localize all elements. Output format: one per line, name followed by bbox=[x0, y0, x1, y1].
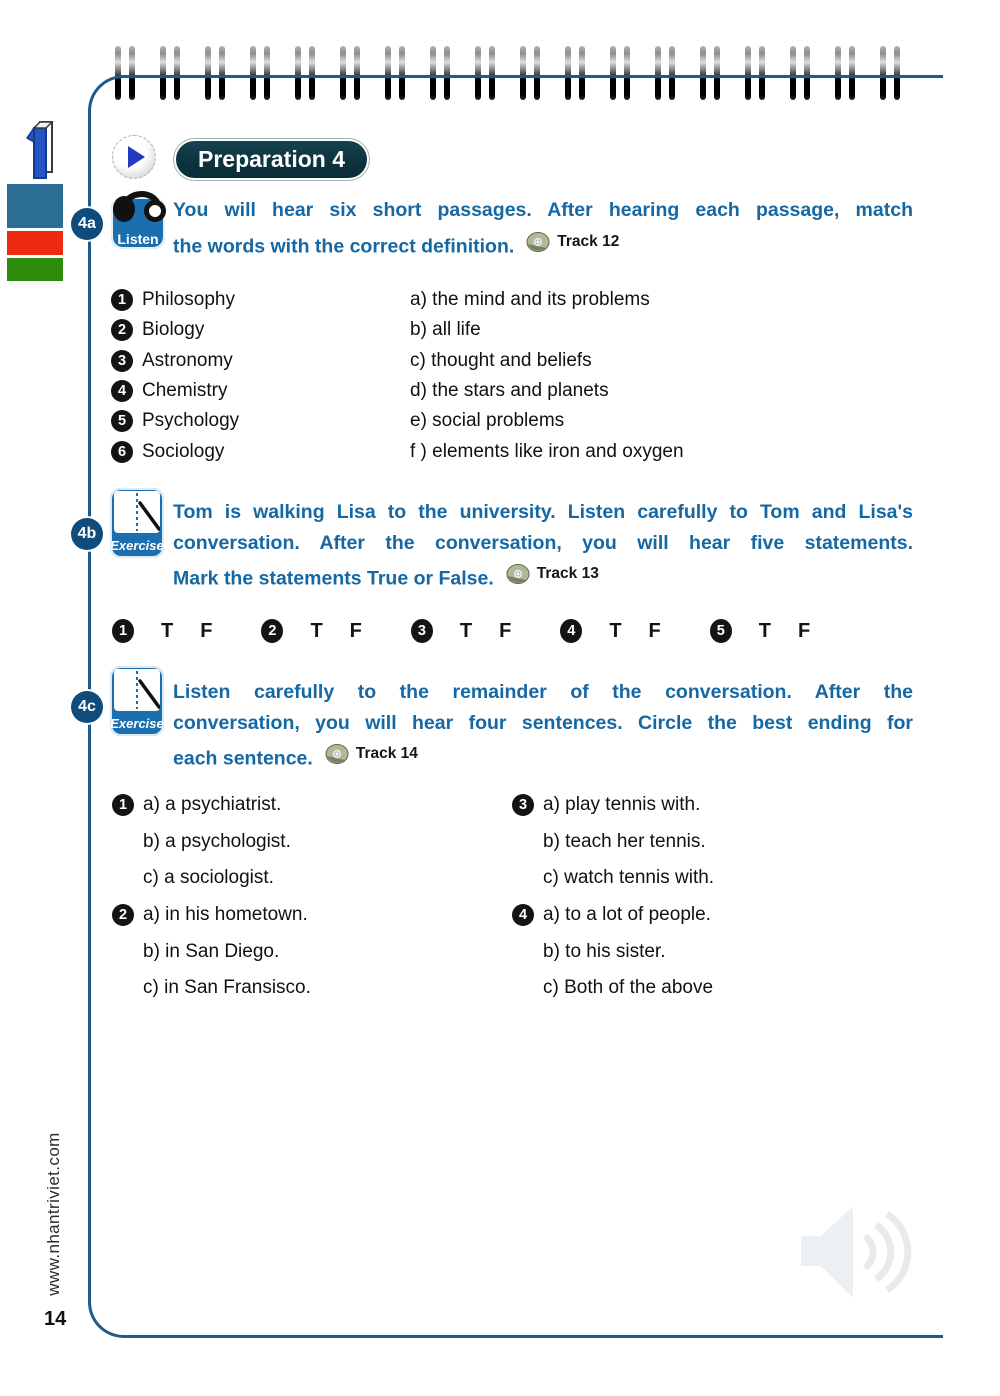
choice-text: b) to his sister. bbox=[543, 940, 666, 962]
instruction-4b bbox=[173, 497, 913, 594]
item-number-badge: 4 bbox=[560, 619, 582, 643]
number-1-icon bbox=[24, 118, 64, 184]
section-badge-4b: 4b bbox=[71, 518, 103, 550]
item-number-badge: 5 bbox=[111, 410, 133, 432]
false-option: F bbox=[499, 619, 512, 642]
track-14-chip bbox=[325, 739, 418, 770]
item-number-badge: 1 bbox=[112, 619, 134, 643]
choice-text: a) play tennis with. bbox=[543, 794, 701, 816]
badge-spacer bbox=[112, 977, 134, 999]
pencil-notebook-icon bbox=[114, 491, 160, 533]
item-number-badge: 2 bbox=[261, 619, 283, 643]
choice-text: a) to a lot of people. bbox=[543, 904, 711, 926]
true-option: T bbox=[310, 619, 323, 642]
match-row bbox=[111, 436, 831, 466]
pencil-notebook-icon bbox=[114, 669, 160, 711]
instruction-4a-line2 bbox=[173, 226, 913, 262]
choice-text: b) teach her tennis. bbox=[543, 830, 706, 852]
track-13-chip bbox=[506, 559, 599, 590]
choice-row bbox=[112, 970, 512, 1007]
instruction-4b-line3 bbox=[173, 558, 913, 594]
unit-number-graphic bbox=[24, 118, 64, 189]
section-badge-4a: 4a bbox=[71, 208, 103, 240]
item-number-badge: 2 bbox=[112, 904, 134, 926]
badge-spacer bbox=[512, 867, 534, 889]
item-number-badge: 6 bbox=[111, 441, 133, 463]
false-option: F bbox=[349, 619, 362, 642]
instruction-4a bbox=[173, 195, 913, 261]
match-row bbox=[111, 285, 831, 315]
item-number-badge: 1 bbox=[111, 289, 133, 311]
track-12-label: Track 12 bbox=[557, 232, 620, 250]
match-row bbox=[111, 376, 831, 406]
exercise-icon bbox=[110, 666, 164, 736]
item-number-badge: 2 bbox=[111, 319, 133, 341]
true-option: T bbox=[459, 619, 473, 642]
instruction-4b-line3-text: Mark the statements True or False. bbox=[173, 567, 494, 590]
match-term: Biology bbox=[142, 319, 205, 341]
match-row bbox=[111, 315, 831, 345]
choice-text: a) in his hometown. bbox=[143, 904, 308, 926]
speaker-watermark-icon bbox=[795, 1198, 915, 1311]
choice-text: b) in San Diego. bbox=[143, 940, 280, 962]
match-term: Psychology bbox=[142, 410, 240, 432]
match-definition: f ) elements like iron and oxygen bbox=[410, 440, 684, 462]
exercise-icon-label: Exercise bbox=[110, 538, 164, 553]
choice-row bbox=[112, 860, 512, 897]
instruction-4b-line1: Tom is walking Lisa to the university. Listen carefully to Tom and Lisa's bbox=[173, 501, 913, 523]
listen-icon-label: Listen bbox=[117, 231, 159, 247]
match-term: Astronomy bbox=[142, 349, 233, 371]
instruction-4a-line2-text: the words with the correct definition. bbox=[173, 234, 515, 257]
false-option: F bbox=[648, 619, 661, 642]
cd-icon bbox=[325, 743, 351, 765]
instruction-4a-line1: You will hear six short passages. After hearing each passage, match bbox=[173, 199, 913, 221]
page-title: Preparation 4 bbox=[176, 141, 367, 178]
choices-left-column bbox=[112, 787, 512, 1007]
badge-spacer bbox=[512, 941, 534, 963]
item-number-badge: 3 bbox=[411, 619, 433, 643]
instruction-4c-line3 bbox=[173, 738, 913, 774]
badge-spacer bbox=[512, 977, 534, 999]
play-button-icon bbox=[112, 135, 156, 179]
match-term: Sociology bbox=[142, 440, 225, 462]
instruction-4b-line2: conversation. After the conversation, you will hear five statements. bbox=[173, 531, 913, 554]
item-number-badge: 4 bbox=[512, 904, 534, 926]
match-term: Chemistry bbox=[142, 380, 228, 402]
true-false-row bbox=[112, 619, 859, 643]
instruction-4c-line2: conversation, you will hear four sentences. Circle the best ending for bbox=[173, 711, 913, 734]
choice-text: c) a sociologist. bbox=[143, 867, 274, 889]
choice-text: c) Both of the above bbox=[543, 977, 714, 999]
matching-exercise bbox=[111, 285, 831, 467]
choice-row bbox=[112, 787, 512, 824]
true-option: T bbox=[758, 619, 771, 642]
section-badge-4c: 4c bbox=[71, 691, 103, 723]
unit-tab-blue bbox=[7, 184, 63, 228]
true-option: T bbox=[161, 619, 174, 642]
track-13-label: Track 13 bbox=[536, 565, 599, 583]
match-definition: a) the mind and its problems bbox=[410, 289, 650, 311]
match-definition: c) thought and beliefs bbox=[410, 349, 592, 371]
choice-row bbox=[512, 860, 912, 897]
choice-row bbox=[112, 824, 512, 861]
tf-group bbox=[261, 619, 361, 643]
choice-row bbox=[512, 787, 912, 824]
choice-text: b) a psychologist. bbox=[143, 830, 291, 852]
item-number-badge: 4 bbox=[111, 380, 133, 402]
false-option: F bbox=[200, 619, 213, 642]
tf-group bbox=[411, 619, 511, 643]
tf-group bbox=[560, 619, 660, 643]
badge-spacer bbox=[512, 831, 534, 853]
cd-icon bbox=[506, 563, 532, 585]
match-row bbox=[111, 406, 831, 436]
instruction-4c bbox=[173, 677, 913, 774]
play-triangle-icon bbox=[128, 146, 145, 168]
choice-row bbox=[512, 970, 912, 1007]
choice-row bbox=[512, 933, 912, 970]
choice-text: c) in San Fransisco. bbox=[143, 977, 311, 999]
match-term: Philosophy bbox=[142, 289, 235, 311]
choice-row bbox=[112, 933, 512, 970]
choice-text: a) a psychiatrist. bbox=[143, 794, 282, 816]
unit-tab-green bbox=[7, 258, 63, 281]
choices-right-column bbox=[512, 787, 912, 1007]
page-number: 14 bbox=[44, 1308, 67, 1330]
badge-spacer bbox=[112, 867, 134, 889]
instruction-4c-line3-text: each sentence. bbox=[173, 747, 313, 770]
item-number-badge: 3 bbox=[111, 350, 133, 372]
choice-row bbox=[512, 824, 912, 861]
match-definition: d) the stars and planets bbox=[410, 380, 609, 402]
item-number-badge: 5 bbox=[710, 619, 732, 643]
badge-spacer bbox=[112, 941, 134, 963]
match-definition: b) all life bbox=[410, 319, 481, 341]
tf-group bbox=[710, 619, 810, 643]
track-12-chip bbox=[526, 227, 619, 258]
true-option: T bbox=[609, 619, 622, 642]
cd-icon bbox=[526, 231, 552, 253]
badge-spacer bbox=[112, 831, 134, 853]
choice-row bbox=[112, 897, 512, 934]
listen-icon bbox=[111, 193, 165, 249]
track-14-label: Track 14 bbox=[355, 745, 418, 763]
exercise-icon bbox=[110, 488, 164, 558]
instruction-4c-line1: Listen carefully to the remainder of the conversation. After the bbox=[173, 681, 913, 703]
match-row bbox=[111, 346, 831, 376]
publisher-website-vertical: www.nhantriviet.com bbox=[44, 1132, 63, 1296]
match-definition: e) social problems bbox=[410, 410, 565, 432]
choice-text: c) watch tennis with. bbox=[543, 867, 715, 889]
headphones-icon bbox=[108, 181, 168, 223]
false-option: F bbox=[797, 619, 811, 642]
unit-tab-red bbox=[7, 231, 63, 255]
item-number-badge: 1 bbox=[112, 794, 134, 816]
choice-row bbox=[512, 897, 912, 934]
item-number-badge: 3 bbox=[512, 794, 534, 816]
tf-group bbox=[112, 619, 212, 643]
exercise-icon-label: Exercise bbox=[110, 716, 164, 731]
